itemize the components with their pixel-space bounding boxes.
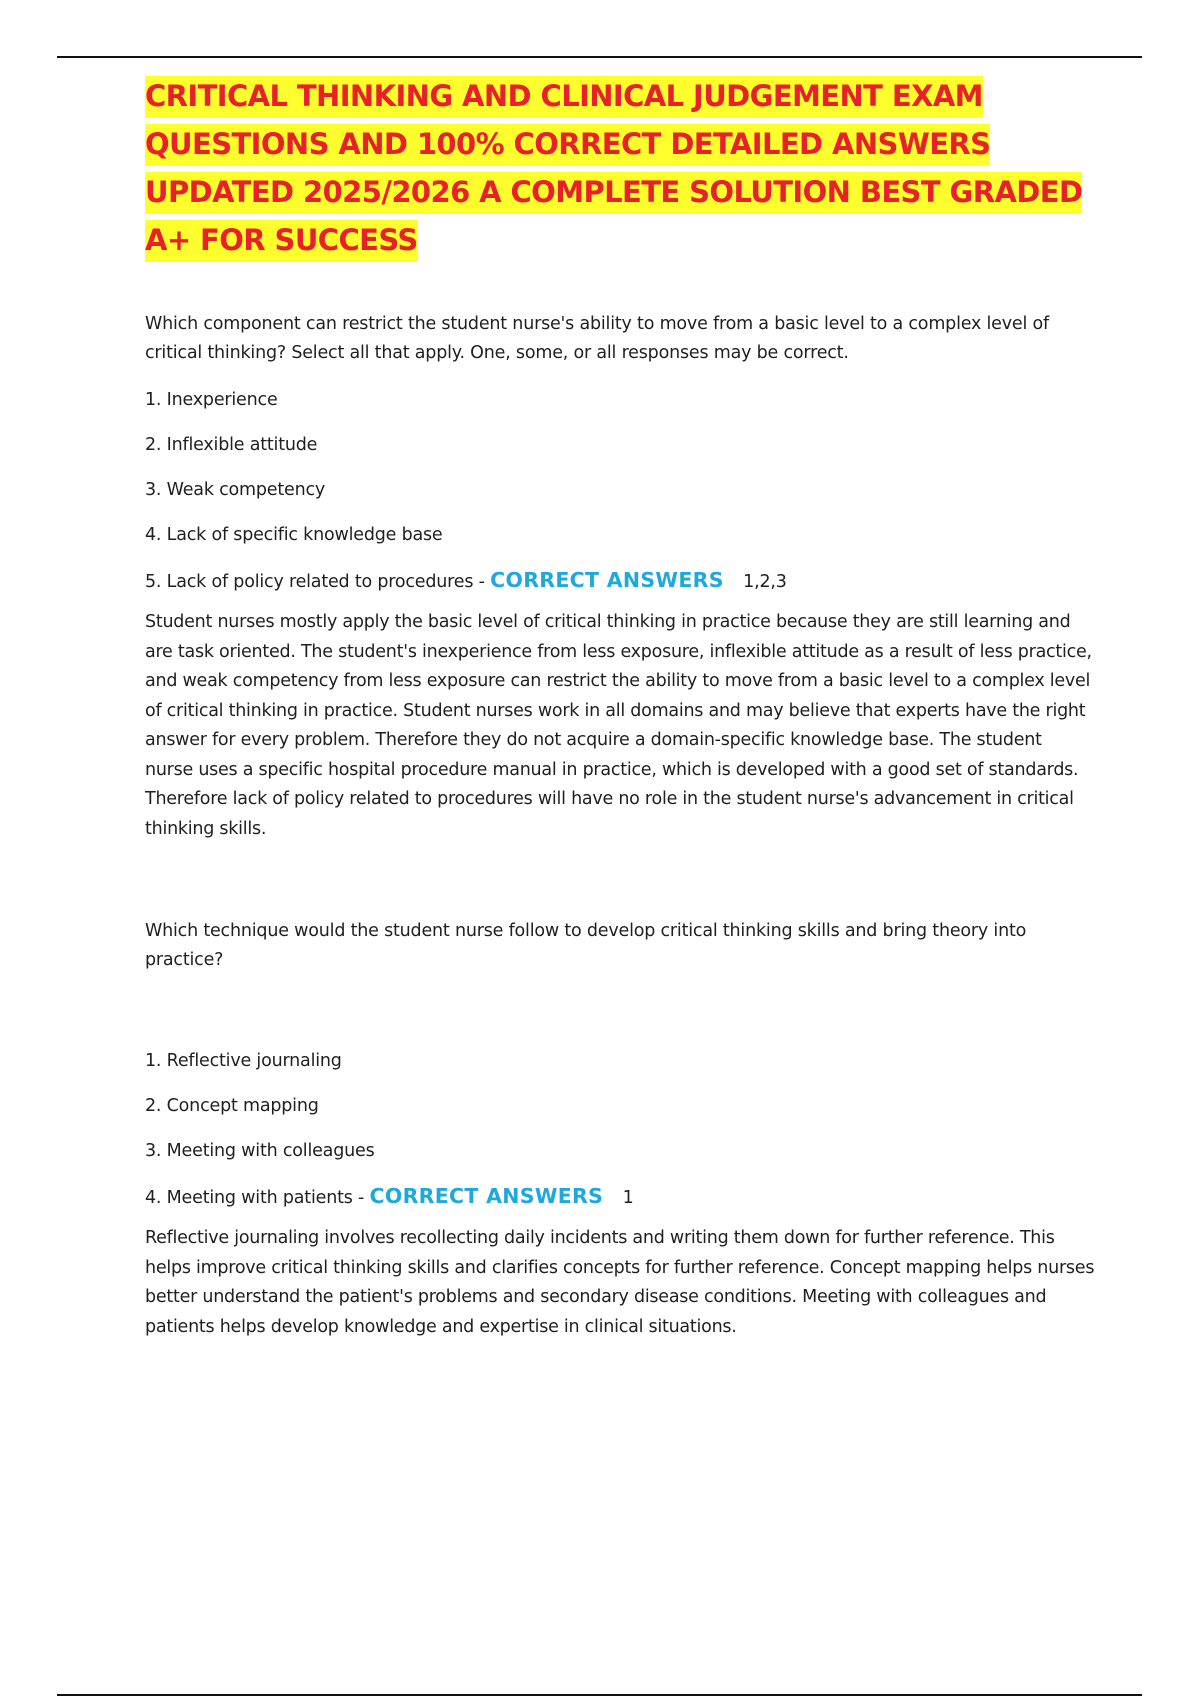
title-highlight	[145, 76, 1082, 262]
question-1-answer-label: CORRECT ANSWERS	[490, 568, 724, 592]
question-1-option-4: 4. Lack of specific knowledge base	[145, 525, 443, 545]
question-2-option-4: 4. Meeting with patients -	[145, 1188, 365, 1208]
question-1-options	[145, 388, 1095, 594]
question-1-option-3: 3. Weak competency	[145, 480, 326, 500]
question-block-2	[145, 917, 1095, 1342]
title-line-1: CRITICAL THINKING AND CLINICAL JUDGEMENT EXAM	[145, 79, 983, 113]
question-2-answer-label: CORRECT ANSWERS	[369, 1184, 604, 1208]
question-1-option-2: 2. Inflexible attitude	[145, 435, 318, 455]
bottom-rule	[57, 1694, 1142, 1696]
question-1-option-5-with-answer	[145, 568, 1095, 594]
question-1-option-5: 5. Lack of policy related to procedures -	[145, 572, 485, 592]
title-line-4: A+ FOR SUCCESS	[145, 223, 418, 257]
question-2-explanation: Reflective journaling involves recollecting daily incidents and writing them down for further reference. This helps improve critical thinking skills and clarifies concepts for further reference. Concept mapping helps nurses better understand the patient's problems and secondary disease conditions. Meeting with colleagues and patients helps develop knowledge and expertise in clinical situations.	[145, 1228, 1095, 1337]
title-line-2: QUESTIONS AND 100% CORRECT DETAILED ANSWERS	[145, 127, 991, 161]
question-2-prompt: Which technique would the student nurse follow to develop critical thinking skills and bring theory into practice?	[145, 921, 1027, 970]
document-body	[145, 72, 1095, 1342]
question-2-answer-value: 1	[622, 1188, 634, 1208]
question-block-1	[145, 310, 1095, 844]
question-1-option-1: 1. Inexperience	[145, 390, 278, 410]
question-2-option-2: 2. Concept mapping	[145, 1096, 319, 1116]
title-line-3: UPDATED 2025/2026 A COMPLETE SOLUTION BEST GRADED	[145, 175, 1083, 209]
question-1-answer-value: 1,2,3	[743, 572, 787, 592]
question-2-option-3: 3. Meeting with colleagues	[145, 1141, 375, 1161]
document-title	[145, 72, 1095, 264]
question-2-options	[145, 1049, 1095, 1210]
top-rule	[57, 56, 1142, 58]
question-1-explanation: Student nurses mostly apply the basic level of critical thinking in practice because they are still learning and are task oriented. The student's inexperience from less exposure, inflexible attitude as a result of less practice, and weak competency from less exposure can restrict the ability to move from a basic level to a complex level of critical thinking in practice. Student nurses work in all domains and may believe that experts have the right answer for every problem. Therefore they do not acquire a domain-specific knowledge base. The student nurse uses a specific hospital procedure manual in practice, which is developed with a good set of standards. Therefore lack of policy related to procedures will have no role in the student nurse's advancement in critical thinking skills.	[145, 612, 1092, 839]
question-2-option-4-with-answer	[145, 1184, 1095, 1210]
question-1-prompt: Which component can restrict the student nurse's ability to move from a basic level to a complex level of critical thinking? Select all that apply. One, some, or all responses may be correct.	[145, 314, 1049, 363]
question-2-option-1: 1. Reflective journaling	[145, 1051, 342, 1071]
